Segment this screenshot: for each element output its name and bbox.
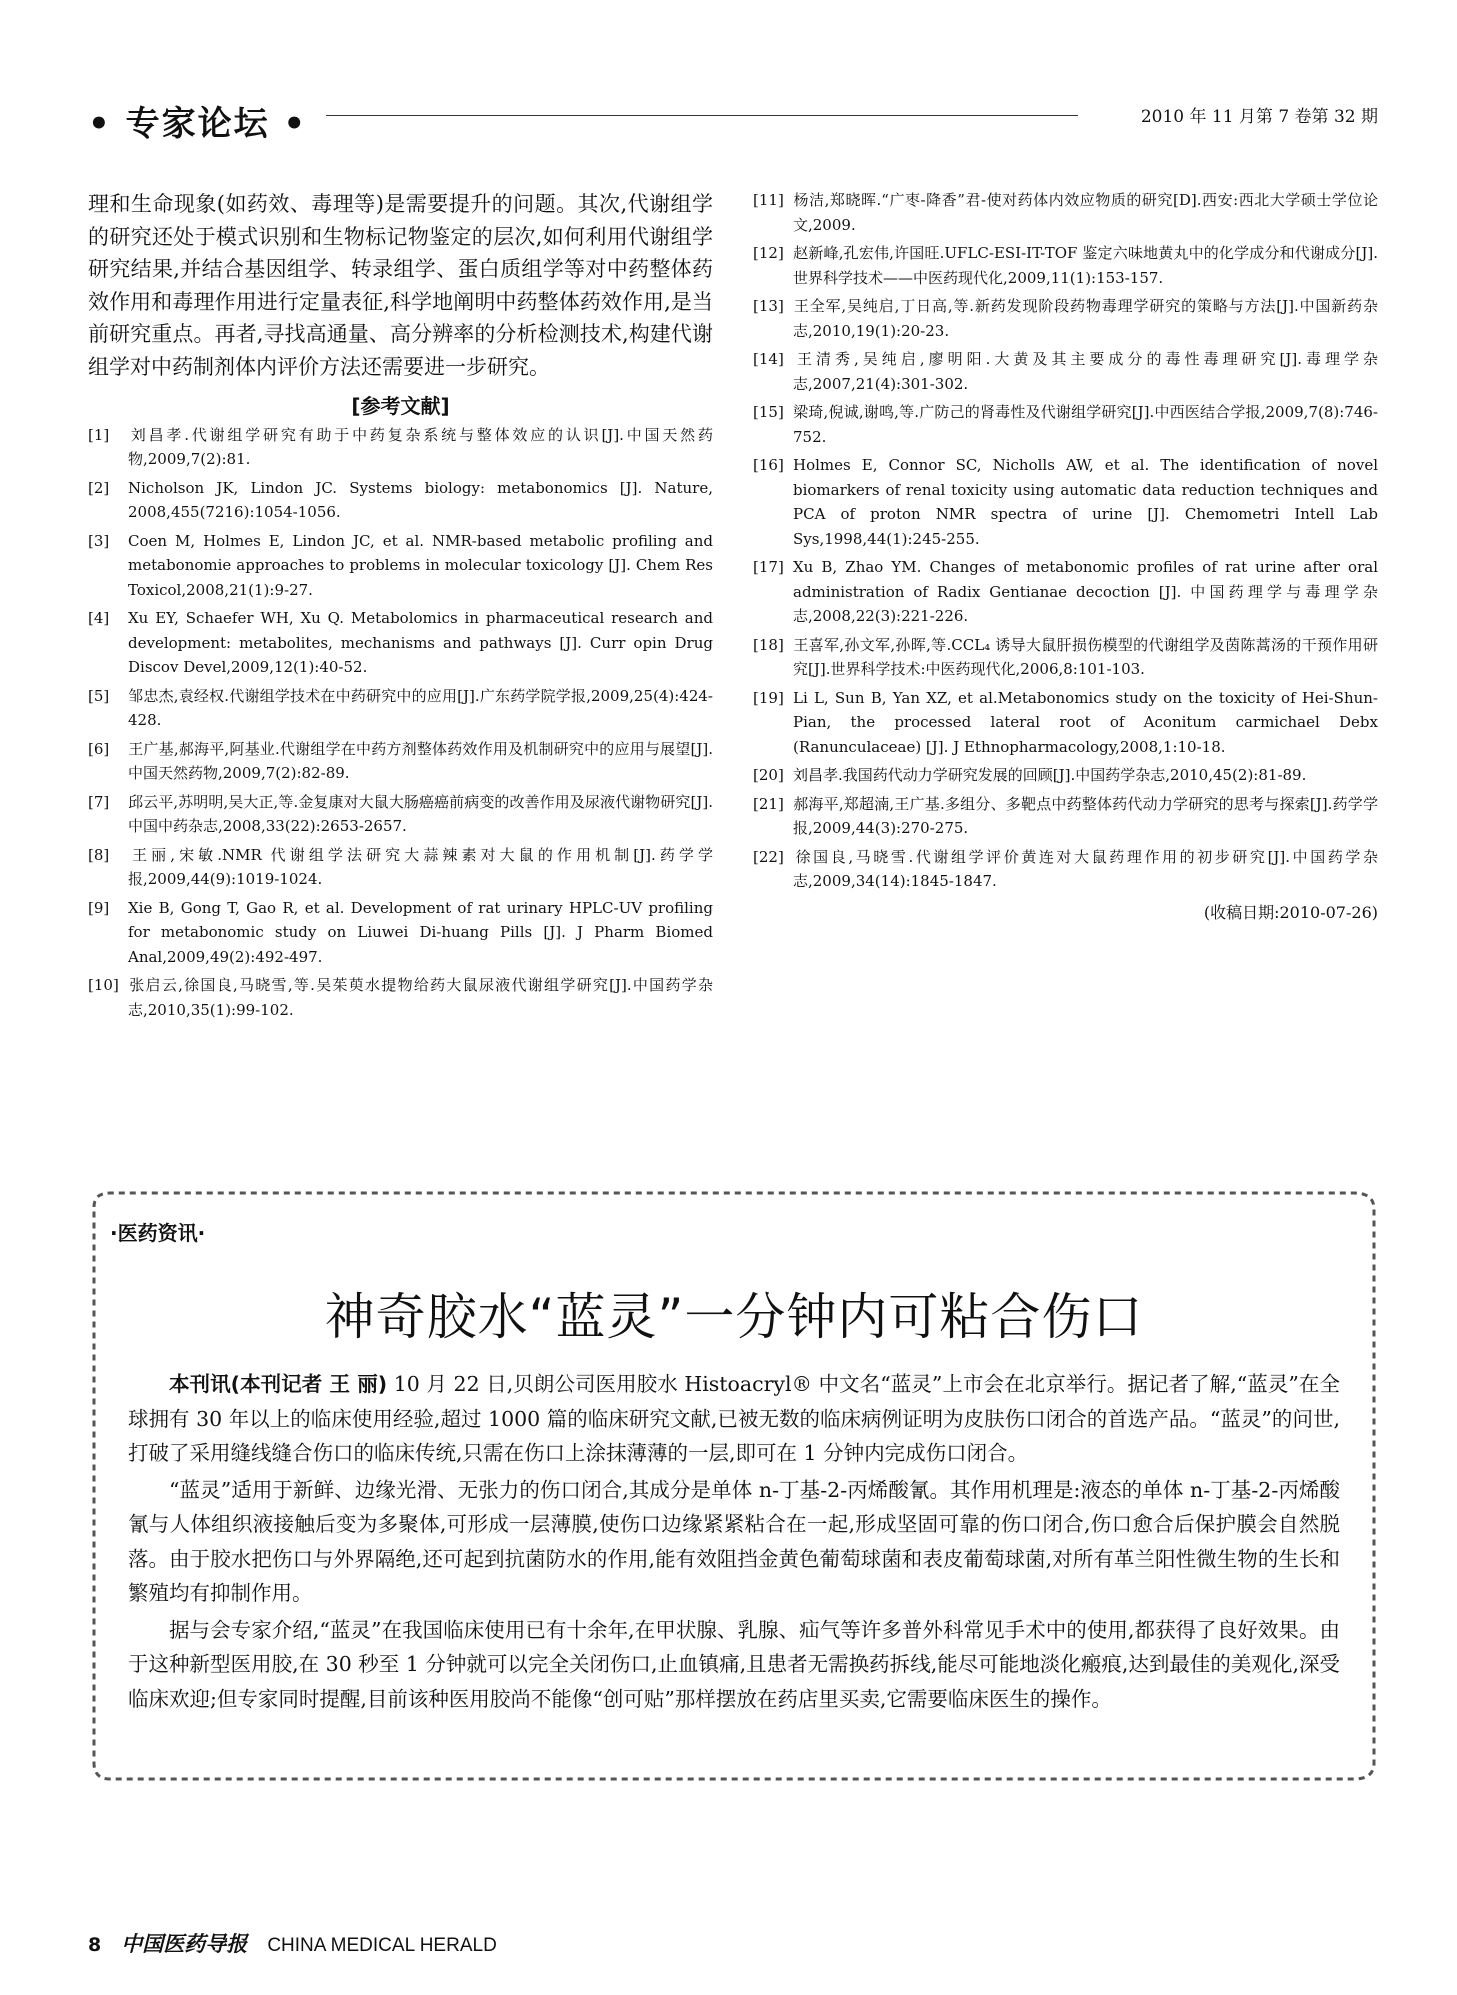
reference-number: [2] <box>88 478 110 497</box>
reference-item <box>753 294 1378 343</box>
reference-text: Coen M, Holmes E, Lindon JC, et al. NMR-based metabolic profiling and metabonomie approaches to problems in molecular toxicology [J]. Chem Res Toxicol,2008,21(1):9-27. <box>128 531 713 599</box>
references-list-right <box>753 188 1378 894</box>
reference-number: [6] <box>88 739 110 758</box>
reference-item <box>88 737 713 786</box>
reference-number: [20] <box>753 766 784 784</box>
news-lead: 本刊讯(本刊记者 王 丽) <box>169 1372 388 1396</box>
reference-text: 邹忠杰,袁经权.代谢组学技术在中药研究中的应用[J].广东药学院学报,2009,25(4):424-428. <box>128 686 713 730</box>
page-header <box>88 96 1378 144</box>
reference-text: Xu B, Zhao YM. Changes of metabonomic profiles of rat urine after oral administration of Radix Gentianae decoction [J]. 中国药理学与毒理学杂志,2008,22(3):221-226. <box>793 558 1378 625</box>
reference-number: [19] <box>753 688 784 707</box>
reference-item <box>88 684 713 733</box>
reference-text: Holmes E, Connor SC, Nicholls AW, et al. The identification of novel biomarkers of renal toxicity using automatic data reduction techniques and PCA of proton NMR spectra of urine [J]. Chemometri Intell Lab Sys,1998,44(1):245-255. <box>793 456 1378 548</box>
reference-text: 刘昌孝.代谢组学研究有助于中药复杂系统与整体效应的认识[J].中国天然药物,2009,7(2):81. <box>128 425 713 469</box>
reference-item <box>753 845 1378 894</box>
right-column <box>753 188 1378 923</box>
reference-text: 张启云,徐国良,马晓雪,等.吴茱萸水提物给药大鼠尿液代谢组学研究[J].中国药学杂志,2010,35(1):99-102. <box>128 976 713 1019</box>
reference-number: [17] <box>753 558 784 576</box>
reference-text: 王广基,郝海平,阿基业.代谢组学在中药方剂整体药效作用及机制研究中的应用与展望[J].中国天然药物,2009,7(2):82-89. <box>128 739 713 783</box>
reference-number: [10] <box>88 976 119 995</box>
header-rule <box>326 115 1078 116</box>
reference-text: Nicholson JK, Lindon JC. Systems biology: metabonomics [J]. Nature, 2008,455(7216):1054-1056. <box>128 478 713 522</box>
reference-item <box>753 763 1378 788</box>
news-headline: 神奇胶水“蓝灵”一分钟内可粘合伤口 <box>324 1288 1144 1346</box>
reference-item <box>753 686 1378 760</box>
reference-number: [15] <box>753 403 784 421</box>
reference-number: [22] <box>753 847 784 866</box>
reference-item <box>88 476 713 525</box>
reference-number: [13] <box>753 297 784 315</box>
reference-number: [5] <box>88 686 110 705</box>
reference-number: [4] <box>88 609 110 628</box>
issue-line: 2010 年 11 月第 7 卷第 32 期 <box>1140 107 1378 127</box>
reference-item <box>753 555 1378 629</box>
reference-item <box>753 400 1378 449</box>
reference-text: 赵新峰,孔宏伟,许国旺.UFLC-ESI-IT-TOF 鉴定六味地黄丸中的化学成分和代谢成分[J].世界科学技术——中医药现代化,2009,11(1):153-157. <box>793 244 1378 287</box>
reference-number: [21] <box>753 794 784 813</box>
reference-text: 刘昌孝.我国药代动力学研究发展的回顾[J].中国药学杂志,2010,45(2):81-89. <box>793 766 1307 784</box>
reference-text: Xie B, Gong T, Gao R, et al. Development of rat urinary HPLC-UV profiling for metabonomic study on Liuwei Di-huang Pills [J]. J Pharm Biomed Anal,2009,49(2):492-497. <box>128 898 713 966</box>
reference-item <box>88 790 713 839</box>
reference-item <box>88 843 713 892</box>
news-box <box>88 1187 1380 1785</box>
reference-number: [8] <box>88 845 110 864</box>
reference-text: 王清秀,吴纯启,廖明阳.大黄及其主要成分的毒性毒理研究[J].毒理学杂志,2007,21(4):301-302. <box>793 350 1378 393</box>
section-title: • 专家论坛 • <box>88 104 308 144</box>
reference-item <box>753 453 1378 551</box>
reference-number: [18] <box>753 635 784 654</box>
reference-number: [9] <box>88 898 110 917</box>
reference-item <box>88 529 713 603</box>
news-paragraph-text: 10 月 22 日,贝朗公司医用胶水 Histoacryl® 中文名“蓝灵”上市会在北京举行。据记者了解,“蓝灵”在全球拥有 30 年以上的临床使用经验,超过 1000 篇的临床研究文献,已被无数的临床病例证明为皮肤伤口闭合的首选产品。“蓝灵”的问世,打破了采用缝线缝合伤口的临床传统,只需在伤口上涂抹薄薄的一层,即可在 1 分钟内完成伤口闭合。 <box>128 1372 1340 1465</box>
reference-number: [16] <box>753 456 784 474</box>
reference-text: 梁琦,倪诚,谢鸣,等.广防己的肾毒性及代谢组学研究[J].中西医结合学报,2009,7(8):746-752. <box>793 403 1378 446</box>
journal-name-cn: 中国医药导报 <box>121 1932 248 1956</box>
reference-item <box>753 241 1378 290</box>
page-number: 8 <box>88 1934 102 1956</box>
reference-text: 杨洁,郑晓晖.“广枣-降香”君-使对药体内效应物质的研究[D].西安:西北大学硕士学位论文,2009. <box>793 191 1378 234</box>
reference-item <box>753 188 1378 237</box>
reference-text: Xu EY, Schaefer WH, Xu Q. Metabolomics in pharmaceutical research and development: metabolites, mechanisms and pathways [J]. Curr opin Drug Discov Devel,2009,12(1):40-52. <box>128 609 713 677</box>
reference-item <box>753 633 1378 682</box>
reference-item <box>88 896 713 970</box>
reference-item <box>88 973 713 1022</box>
news-tag: ·医药资讯· <box>110 1221 206 1245</box>
reference-text: 徐国良,马晓雪.代谢组学评价黄连对大鼠药理作用的初步研究[J].中国药学杂志,2009,34(14):1845-1847. <box>793 847 1378 890</box>
journal-name-en: CHINA MEDICAL HERALD <box>267 1935 497 1956</box>
reference-text: 王全军,吴纯启,丁日高,等.新药发现阶段药物毒理学研究的策略与方法[J].中国新药杂志,2010,19(1):20-23. <box>793 297 1378 340</box>
received-date: (收稿日期:2010-07-26) <box>1203 902 1378 922</box>
reference-number: [14] <box>753 350 784 368</box>
reference-item <box>753 347 1378 396</box>
reference-item <box>88 423 713 472</box>
reference-number: [3] <box>88 531 110 550</box>
references-heading: [参考文献] <box>351 393 450 418</box>
article-intro: 理和生命现象(如药效、毒理等)是需要提升的问题。其次,代谢组学的研究还处于模式识别和生物标记物鉴定的层次,如何利用代谢组学研究结果,并结合基因组学、转录组学、蛋白质组学等对中药整体药效作用和毒理作用进行定量表征,科学地阐明中药整体药效作用,是当前研究重点。再者,寻找高通量、高分辨率的分析检测技术,构建代谢组学对中药制剂体内评价方法还需要进一步研究。 <box>88 192 713 379</box>
reference-text: 王喜军,孙文军,孙晖,等.CCL₄ 诱导大鼠肝损伤模型的代谢组学及茵陈蒿汤的干预作用研究[J].世界科学技术:中医药现代化,2006,8:101-103. <box>793 635 1378 678</box>
reference-number: [11] <box>753 191 784 209</box>
reference-text: Li L, Sun B, Yan XZ, et al.Metabonomics study on the toxicity of Hei-Shun-Pian, the processed lateral root of Aconitum carmichael Debx (Ranunculaceae) [J]. J Ethnopharmacology,2008,1:10-18. <box>793 688 1378 756</box>
reference-number: [7] <box>88 792 110 811</box>
reference-text: 邱云平,苏明明,吴大正,等.金复康对大鼠大肠癌癌前病变的改善作用及尿液代谢物研究[J].中国中药杂志,2008,33(22):2653-2657. <box>128 792 713 836</box>
reference-number: [12] <box>753 244 784 262</box>
left-column <box>88 188 713 1026</box>
news-body <box>128 1367 1340 1718</box>
references-list-left <box>88 423 713 1023</box>
reference-item <box>88 606 713 680</box>
news-paragraph: 据与会专家介绍,“蓝灵”在我国临床使用已有十余年,在甲状腺、乳腺、疝气等许多普外科常见手术中的使用,都获得了良好效果。由于这种新型医用胶,在 30 秒至 1 分钟就可以完全关闭伤口,止血镇痛,且患者无需换药拆线,能尽可能地淡化瘢痕,达到最佳的美观化,深受临床欢迎;但专家同时提醒,目前该种医用胶尚不能像“创可贴”那样摆放在药店里买卖,它需要临床医生的操作。 <box>128 1617 1340 1711</box>
reference-text: 郝海平,郑超湳,王广基.多组分、多靶点中药整体药代动力学研究的思考与探索[J].药学学报,2009,44(3):270-275. <box>793 794 1378 837</box>
news-paragraph: “蓝灵”适用于新鲜、边缘光滑、无张力的伤口闭合,其成分是单体 n-丁基-2-丙烯酸氰。其作用机理是:液态的单体 n-丁基-2-丙烯酸氰与人体组织液接触后变为多聚体,可形成一层薄膜,使伤口边缘紧紧粘合在一起,形成坚固可靠的伤口闭合,伤口愈合后保护膜会自然脱落。由于胶水把伤口与外界隔绝,还可起到抗菌防水的作用,能有效阻挡金黄色葡萄球菌和表皮葡萄球菌,对所有革兰阳性微生物的生长和繁殖均有抑制作用。 <box>128 1477 1340 1605</box>
reference-item <box>753 792 1378 841</box>
reference-text: 王丽,宋敏.NMR 代谢组学法研究大蒜辣素对大鼠的作用机制[J].药学学报,2009,44(9):1019-1024. <box>128 845 713 889</box>
reference-number: [1] <box>88 425 110 444</box>
page-footer <box>88 1928 497 1958</box>
news-paragraph <box>128 1367 1340 1471</box>
